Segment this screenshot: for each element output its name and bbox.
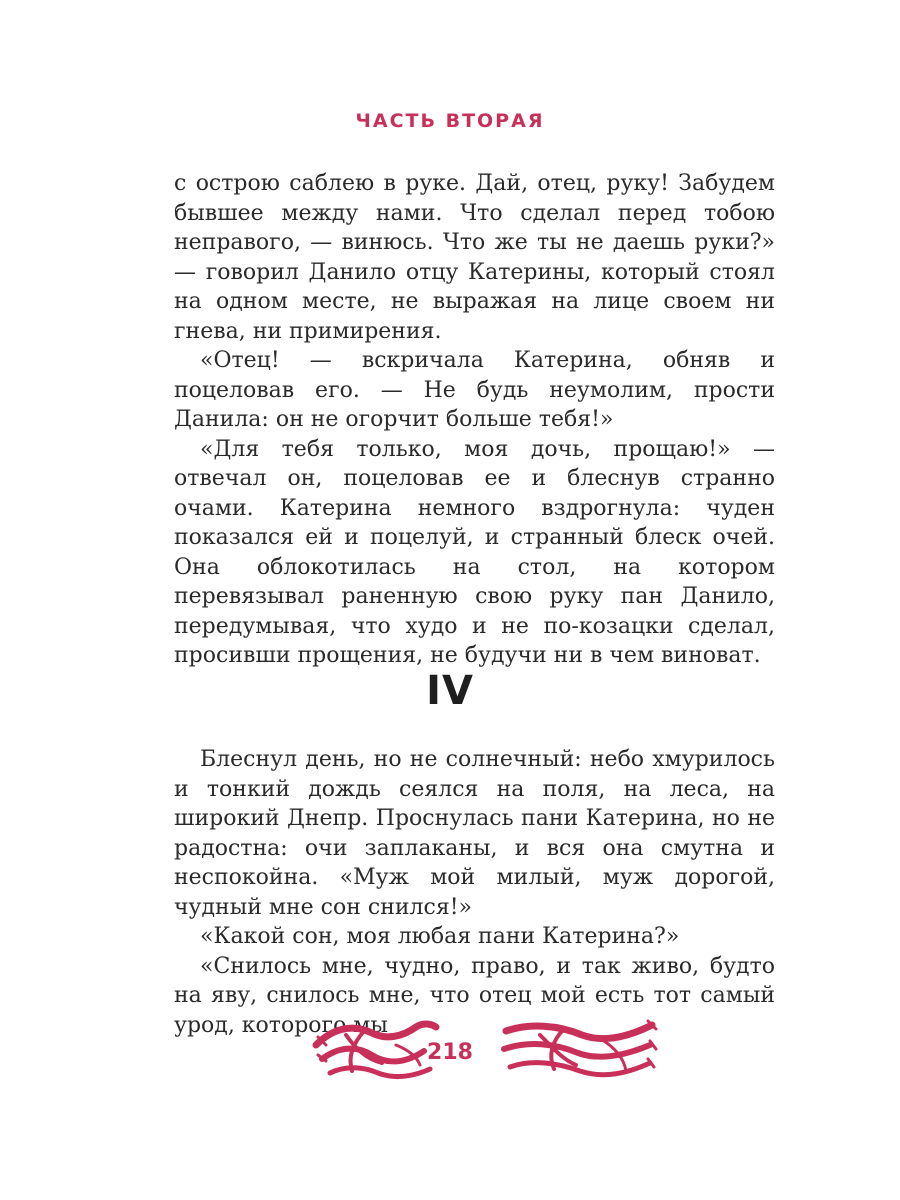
- paragraph: «Для тебя только, моя дочь, прощаю!» — отвечал он, поцеловав ее и блеснув странно очами. Катерина немного вздрогнула: чуден показался ей и поцелуй, и странный блеск очей. Она облокотилась на стол, на котором перевязывал раненную свою руку пан Данило, передумывая, что худо и не по-козацки сделал, просивши прощения, не будучи ни в чем виноват.: [174, 436, 775, 668]
- paragraph: Блеснул день, но не солнечный: небо хмурилось и тонкий дождь сеялся на поля, на леса, на широкий Днепр. Проснулась пани Катерина, но не радостна: очи заплаканы, и вся она смутна и неспокойна. «Муж мой милый, муж дорогой, чудный мне сон снился!»: [174, 747, 775, 920]
- folk-ornament-right-icon: [500, 1015, 660, 1083]
- paragraph: «Отец! — вскричала Катерина, обняв и поцеловав его. — Не будь неумолим, прости Данила: он не огорчит больше тебя!»: [174, 348, 775, 432]
- paragraph: «Снилось мне, чудно, право, и так живо, будто на яву, снилось мне, что отец мой есть тот самый урод, которого мы: [174, 953, 775, 1038]
- running-title: ЧАСТЬ ВТОРАЯ: [355, 110, 545, 132]
- chapter-numeral: IV: [426, 668, 474, 714]
- paragraph: с острою саблею в руке. Дай, отец, руку! Забудем бывшее между нами. Что сделал перед тобою неправого, — винюсь. Что же ты не даешь руки?» — говорил Данило отцу Катерины, который стоял на одном месте, не выражая на лице своем ни гнева, ни примирения.: [174, 171, 775, 344]
- paragraph: «Какой сон, моя любая пани Катерина?»: [200, 924, 680, 949]
- page-footer: [0, 1015, 900, 1095]
- text-block-bottom: [174, 745, 775, 1040]
- text-block-top: [174, 169, 775, 671]
- page-number: 218: [427, 1040, 473, 1065]
